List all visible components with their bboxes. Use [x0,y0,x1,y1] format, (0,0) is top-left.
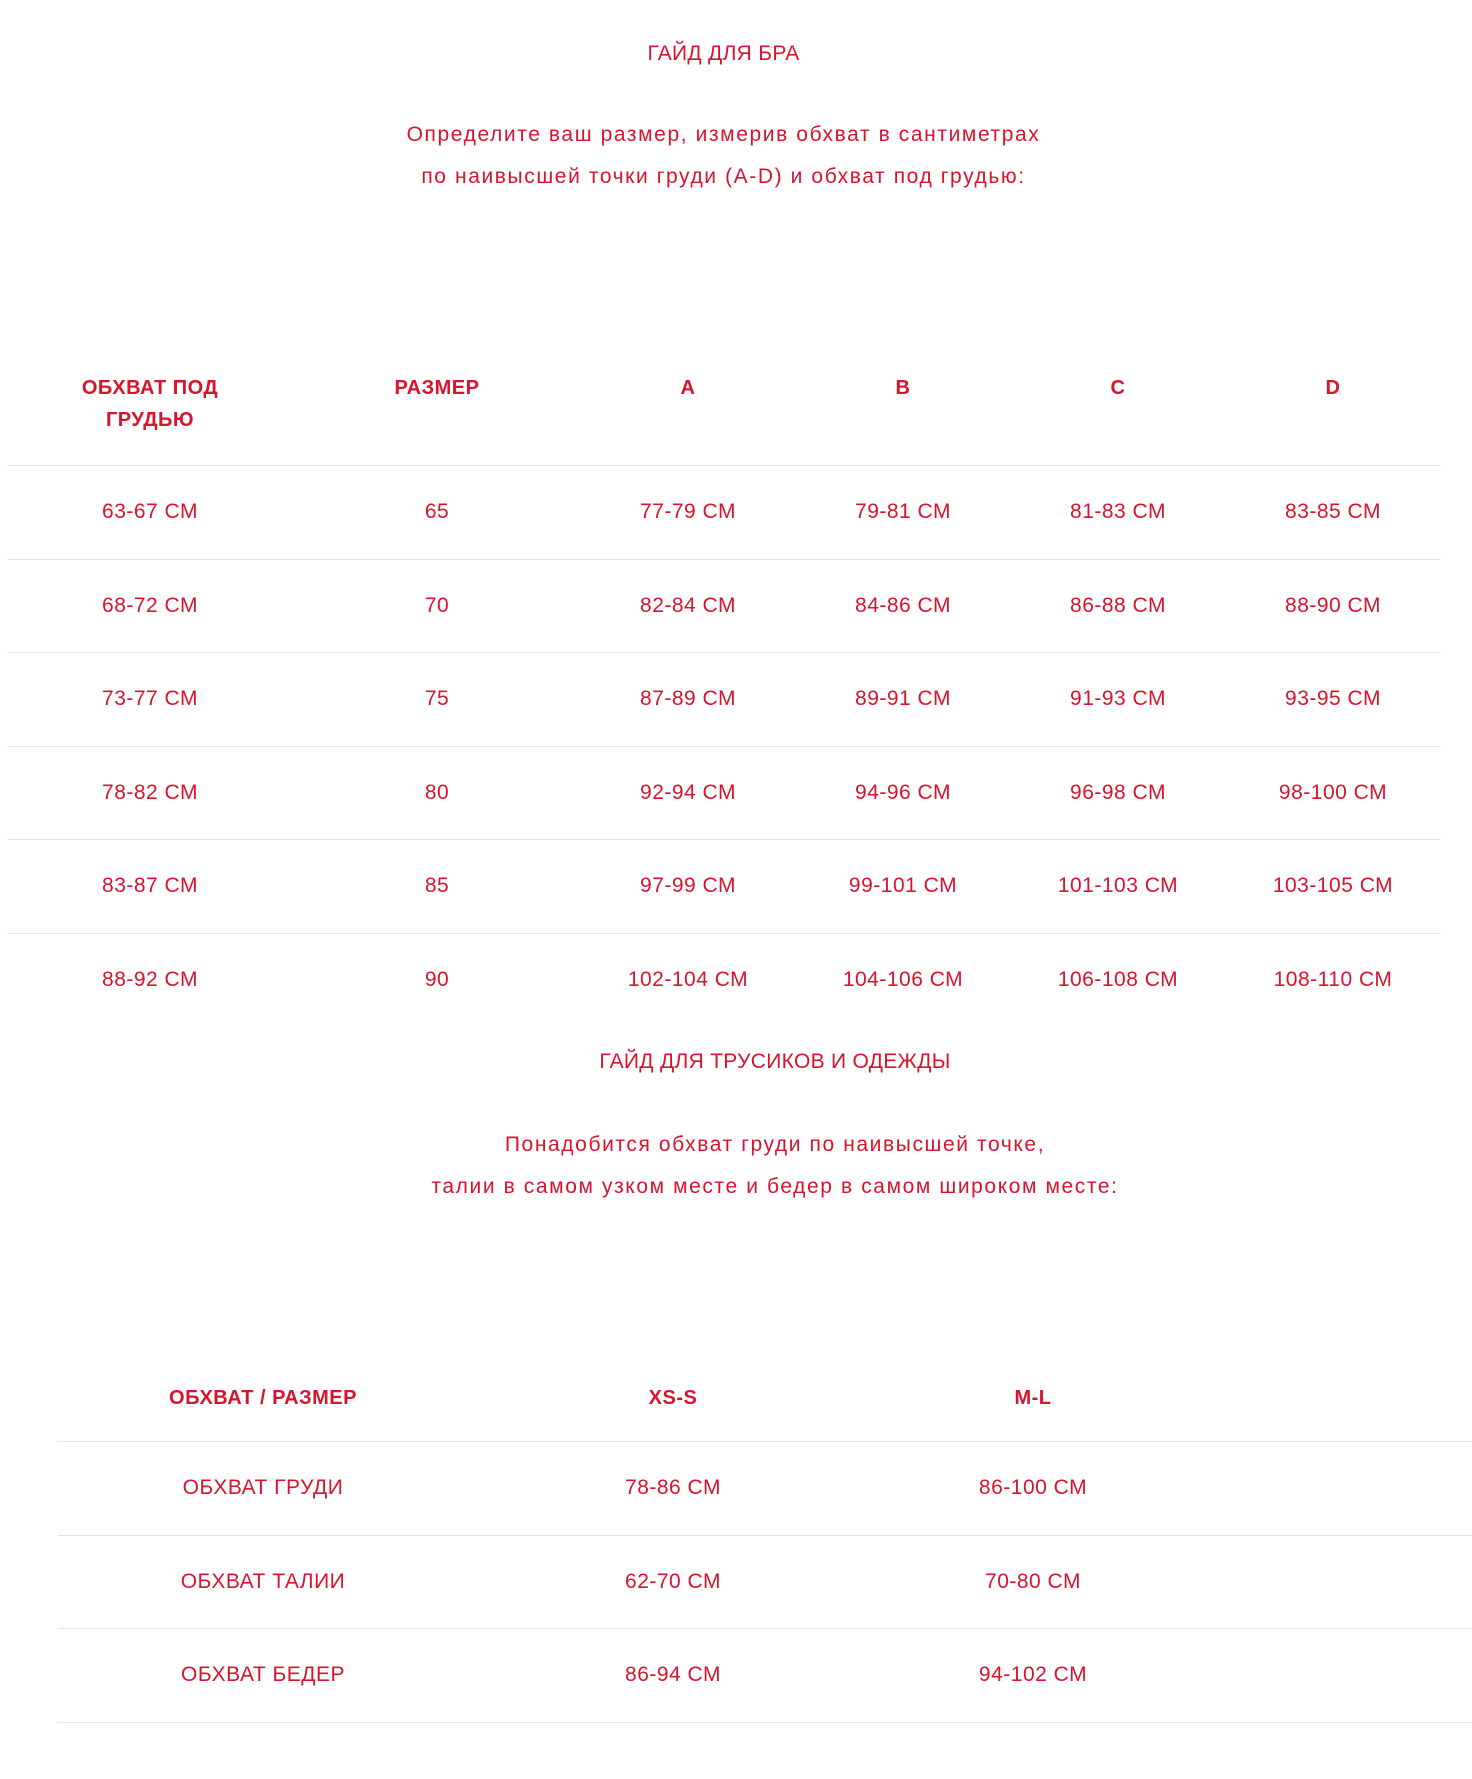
cup-a-cell: 92-94 СМ [640,780,736,804]
xs-s-cell: 62-70 СМ [625,1569,721,1593]
cup-a-cell: 102-104 СМ [627,968,749,992]
cup-b-cell: 89-91 СМ [855,687,951,711]
table-row [7,840,1441,934]
size-cell: 65 [424,500,450,524]
underbust-cell: 78-82 СМ [102,780,198,804]
cup-c-cell: 101-103 СМ [1057,874,1179,898]
panty-header-measure: ОБХВАТ / РАЗМЕР [169,1387,357,1409]
cup-a-cell: 87-89 СМ [640,687,736,711]
bra-guide-intro-line-1: Определите ваш размер, измерив обхват в сантиметрах [406,123,1041,146]
panty-header-xs-s: XS-S [648,1387,698,1409]
bra-guide-intro [0,114,1447,198]
cup-d-cell: 103-105 СМ [1272,874,1394,898]
panty-guide-title: ГАЙД ДЛЯ ТРУСИКОВ И ОДЕЖДЫ [599,1050,951,1073]
underbust-cell: 73-77 СМ [102,687,198,711]
bra-header-underbust: ОБХВАТ ПОД ГРУДЬЮ [81,377,219,431]
bra-header-cup-d: D [1325,377,1341,399]
cup-c-cell: 81-83 СМ [1070,500,1166,524]
underbust-cell: 68-72 СМ [102,593,198,617]
cup-c-cell: 86-88 СМ [1070,593,1166,617]
underbust-cell: 88-92 СМ [102,968,198,992]
cup-d-cell: 98-100 СМ [1278,780,1388,804]
size-cell: 75 [424,687,450,711]
table-row [7,560,1441,654]
bra-guide-intro-line-2: по наивысшей точки груди (A-D) и обхват под грудью: [421,165,1026,188]
measure-cell: ОБХВАТ ТАЛИИ [180,1569,346,1593]
table-row [58,1629,1472,1723]
cup-d-cell: 83-85 СМ [1285,500,1381,524]
underbust-cell: 83-87 СМ [102,874,198,898]
cup-d-cell: 93-95 СМ [1285,687,1381,711]
bra-size-table [7,350,1441,1027]
panty-guide-intro-line-1: Понадобится обхват груди по наивысшей точке, [504,1133,1046,1156]
cup-c-cell: 91-93 СМ [1070,687,1166,711]
bra-header-cup-c: C [1110,377,1126,399]
bra-header-size: РАЗМЕР [394,377,480,399]
table-row [58,1442,1472,1536]
xs-s-cell: 78-86 СМ [625,1476,721,1500]
panty-size-table [58,1356,1472,1723]
panty-header-m-l: M-L [1014,1387,1052,1409]
underbust-cell: 63-67 СМ [102,500,198,524]
panty-table-header [58,1356,1472,1442]
measure-cell: ОБХВАТ БЕДЕР [180,1663,346,1687]
cup-b-cell: 94-96 СМ [855,780,951,804]
measure-cell: ОБХВАТ ГРУДИ [182,1476,344,1500]
xs-s-cell: 86-94 СМ [625,1663,721,1687]
table-row [7,747,1441,841]
bra-table-header [7,350,1441,466]
cup-c-cell: 106-108 СМ [1057,968,1179,992]
cup-d-cell: 108-110 СМ [1273,968,1393,992]
cup-a-cell: 97-99 СМ [640,874,736,898]
size-cell: 85 [424,874,450,898]
m-l-cell: 94-102 СМ [978,1663,1088,1687]
cup-d-cell: 88-90 СМ [1285,593,1381,617]
cup-b-cell: 84-86 СМ [855,593,951,617]
m-l-cell: 70-80 СМ [985,1569,1081,1593]
cup-c-cell: 96-98 СМ [1070,780,1166,804]
table-row [58,1536,1472,1630]
size-cell: 80 [424,780,450,804]
panty-guide-intro [0,1124,1472,1208]
cup-b-cell: 99-101 СМ [848,874,958,898]
table-row [7,466,1441,560]
bra-header-cup-a: A [680,377,696,399]
panty-guide-intro-line-2: талии в самом узком месте и бедер в самом широком месте: [431,1175,1119,1198]
size-cell: 90 [424,968,450,992]
size-cell: 70 [424,593,450,617]
bra-header-cup-b: B [895,377,911,399]
cup-a-cell: 82-84 СМ [640,593,736,617]
table-row [7,653,1441,747]
cup-b-cell: 104-106 СМ [842,968,964,992]
cup-b-cell: 79-81 СМ [855,500,951,524]
bra-guide-title: ГАЙД ДЛЯ БРА [647,42,800,65]
m-l-cell: 86-100 СМ [978,1476,1088,1500]
table-row [7,934,1441,1028]
cup-a-cell: 77-79 СМ [640,500,736,524]
